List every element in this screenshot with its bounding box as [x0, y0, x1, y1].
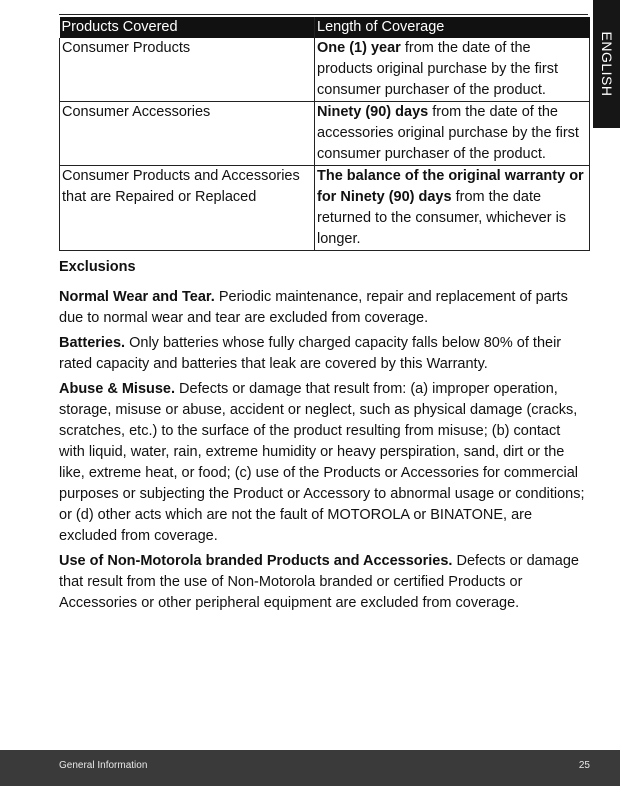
exclusion-text: Defects or damage that result from the use of Non-Motorola branded or certified Products or Accessories or other peripheral equipment are excluded from coverage. — [59, 553, 579, 611]
exclusion-paragraph — [59, 287, 589, 329]
exclusion-title: Abuse & Misuse. — [59, 381, 176, 397]
coverage-cell — [315, 102, 590, 166]
coverage-detail: from the date of the products original purchase by the first consumer purchaser of the product. — [317, 40, 558, 98]
top-rule — [59, 14, 588, 15]
exclusion-text: Only batteries whose fully charged capacity falls below 80% of their rated capacity and batteries that leak are covered by this Warranty. — [59, 335, 562, 372]
exclusion-paragraph — [59, 333, 589, 375]
language-label: ENGLISH — [598, 31, 615, 97]
exclusion-title: Batteries. — [59, 335, 126, 351]
page-number: 25 — [578, 760, 590, 771]
footer-section-title: General Information — [59, 760, 148, 771]
exclusion-text: Periodic maintenance, repair and replacement of parts due to normal wear and tear are excluded from coverage. — [59, 289, 568, 326]
table-row — [60, 38, 590, 102]
coverage-table — [59, 17, 590, 251]
coverage-period: Ninety (90) days — [317, 104, 429, 120]
page-footer — [0, 750, 620, 786]
header-products-covered: Products Covered — [60, 17, 315, 38]
coverage-cell — [315, 166, 590, 251]
table-header-row — [60, 17, 590, 38]
exclusion-text: Defects or damage that result from: (a) improper operation, storage, misuse or abuse, accident or neglect, such as physical damage (cracks, scratches, etc.) to the surface of the product resulting from misuse; (b) contact with liquid, water, rain, extreme humidity or heavy perspiration, sand, dirt or the like, extreme heat, or food; (c) use of the Products or Accessories for commercial purposes or subjecting the Product or Accessory to abnormal usage or conditions; or (d) other acts which are not the fault of MOTOROLA or BINATONE, are excluded from coverage. — [59, 381, 585, 544]
product-cell: Consumer Accessories — [60, 102, 315, 166]
coverage-period: The balance of the original warranty or for Ninety (90) days — [317, 168, 584, 205]
coverage-detail: from the date of the accessories original purchase by the first consumer purchaser of the product. — [317, 104, 579, 162]
exclusions-heading: Exclusions — [59, 259, 136, 275]
coverage-period: One (1) year — [317, 40, 401, 56]
exclusions-section — [59, 257, 589, 618]
coverage-detail: from the date returned to the consumer, whichever is longer. — [317, 189, 567, 247]
table-row — [60, 166, 590, 251]
exclusion-title: Normal Wear and Tear. — [59, 289, 215, 305]
table-row — [60, 102, 590, 166]
product-cell: Consumer Products — [60, 38, 315, 102]
header-length-of-coverage: Length of Coverage — [315, 17, 590, 38]
product-cell: Consumer Products and Accessories that are Repaired or Replaced — [60, 166, 315, 251]
exclusion-paragraph — [59, 551, 589, 614]
exclusion-paragraph — [59, 379, 589, 547]
language-tab — [593, 0, 620, 128]
exclusion-title: Use of Non-Motorola branded Products and Accessories. — [59, 553, 453, 569]
coverage-cell — [315, 38, 590, 102]
